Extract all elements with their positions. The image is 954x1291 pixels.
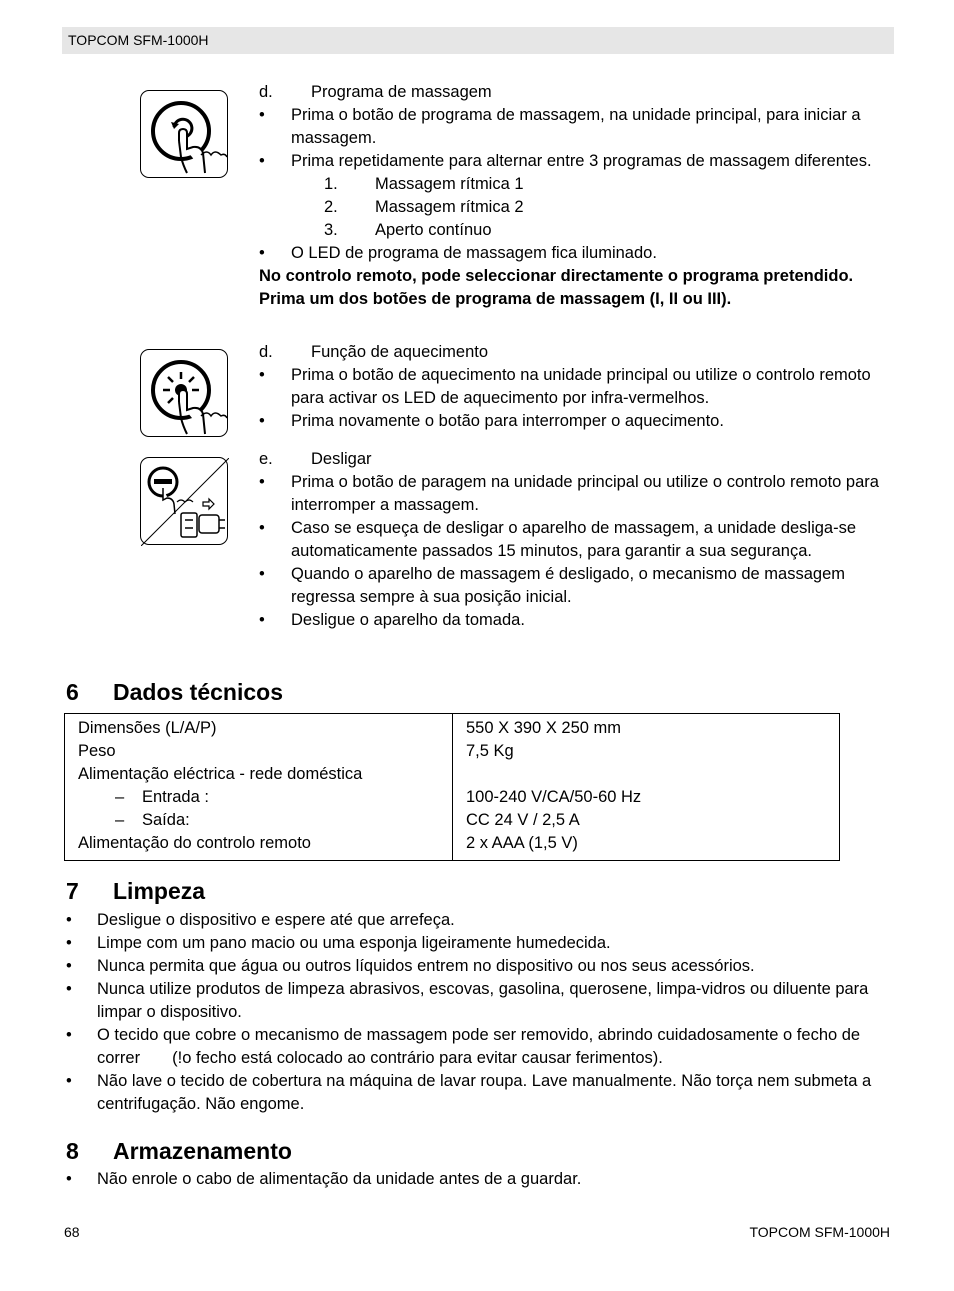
heating-icon [140, 349, 228, 437]
list-item: • O LED de programa de massagem fica iluminado. [259, 244, 657, 262]
technical-data-table [64, 713, 840, 861]
page-number: 68 [64, 1224, 80, 1240]
section-massage-program [259, 81, 889, 311]
cleaning-list [66, 909, 876, 1116]
spec-labels: Dimensões (L/A/P) Peso Alimentação eléctrica - rede doméstica – Entrada : – Saída: Alimentação do controlo remoto [65, 714, 453, 861]
program-item: 3. Aperto contínuo [324, 221, 492, 239]
section-letter: d. [259, 83, 273, 101]
list-item: • Nunca utilize produtos de limpeza abrasivos, escovas, gasolina, querosene, limpa-vidros ou diluente para limpar o dispositivo. [66, 980, 869, 1021]
remote-note: No controlo remoto, pode seleccionar directamente o programa pretendido. Prima um dos botões de programa de massagem (I, II ou III). [259, 267, 854, 308]
list-item: • Quando o aparelho de massagem é desligado, o mecanismo de massagem regressa sempre à sua posição inicial. [259, 565, 845, 606]
list-item: • Não enrole o cabo de alimentação da unidade antes de a guardar. [66, 1170, 582, 1188]
program-item: 2. Massagem rítmica 2 [324, 198, 524, 216]
list-item: • Prima o botão de paragem na unidade principal ou utilize o controlo remoto para interromper a massagem. [259, 473, 879, 514]
header-title: TOPCOM SFM-1000H [68, 32, 209, 48]
list-item: • Prima o botão de programa de massagem, na unidade principal, para iniciar a massagem. [259, 106, 861, 147]
list-item: • Não lave o tecido de cobertura na máquina de lavar roupa. Lave manualmente. Não torça nem submeta a centrifugação. Não engome. [66, 1072, 872, 1113]
power-off-icon [140, 457, 228, 545]
list-item: • O tecido que cobre o mecanismo de massagem pode ser removido, abrindo cuidadosamente o fecho de correr (!o fecho está colocado ao contrário para evitar causar ferimentos). [66, 1026, 865, 1067]
section-letter: d. [259, 343, 273, 361]
section-heading-6: 6 Dados técnicos [66, 679, 283, 705]
program-item: 1. Massagem rítmica 1 [324, 175, 524, 193]
section-title: Desligar [311, 450, 372, 468]
list-item: • Caso se esqueça de desligar o aparelho de massagem, a unidade desliga-se automaticamente passados 15 minutos, para garantir a sua segurança. [259, 519, 857, 560]
list-item: • Prima novamente o botão para interromper o aquecimento. [259, 412, 724, 430]
list-item: • Prima repetidamente para alternar entre 3 programas de massagem diferentes. [259, 152, 872, 170]
massage-program-icon [140, 90, 228, 178]
section-title: Programa de massagem [311, 83, 492, 101]
list-item: • Prima o botão de aquecimento na unidade principal ou utilize o controlo remoto para activar os LED de aquecimento por infra-vermelhos. [259, 366, 871, 407]
list-item: • Desligue o aparelho da tomada. [259, 611, 525, 629]
storage-list [66, 1168, 876, 1191]
list-item: • Nunca permita que água ou outros líquidos entrem no dispositivo ou nos seus acessórios. [66, 957, 755, 975]
section-heading-8: 8 Armazenamento [66, 1138, 292, 1164]
section-heading-7: 7 Limpeza [66, 878, 206, 904]
page-header [62, 27, 894, 54]
list-item: • Desligue o dispositivo e espere até que arrefeça. [66, 911, 455, 929]
list-item: • Limpe com um pano macio ou uma esponja ligeiramente humedecida. [66, 934, 611, 952]
section-letter: e. [259, 450, 273, 468]
section-title: Função de aquecimento [311, 343, 489, 361]
section-heating [259, 341, 889, 433]
footer-title: TOPCOM SFM-1000H [749, 1224, 890, 1240]
section-power-off [259, 448, 889, 632]
spec-values: 550 X 390 X 250 mm 7,5 Kg 100-240 V/CA/50-60 Hz CC 24 V / 2,5 A 2 x AAA (1,5 V) [453, 714, 840, 861]
